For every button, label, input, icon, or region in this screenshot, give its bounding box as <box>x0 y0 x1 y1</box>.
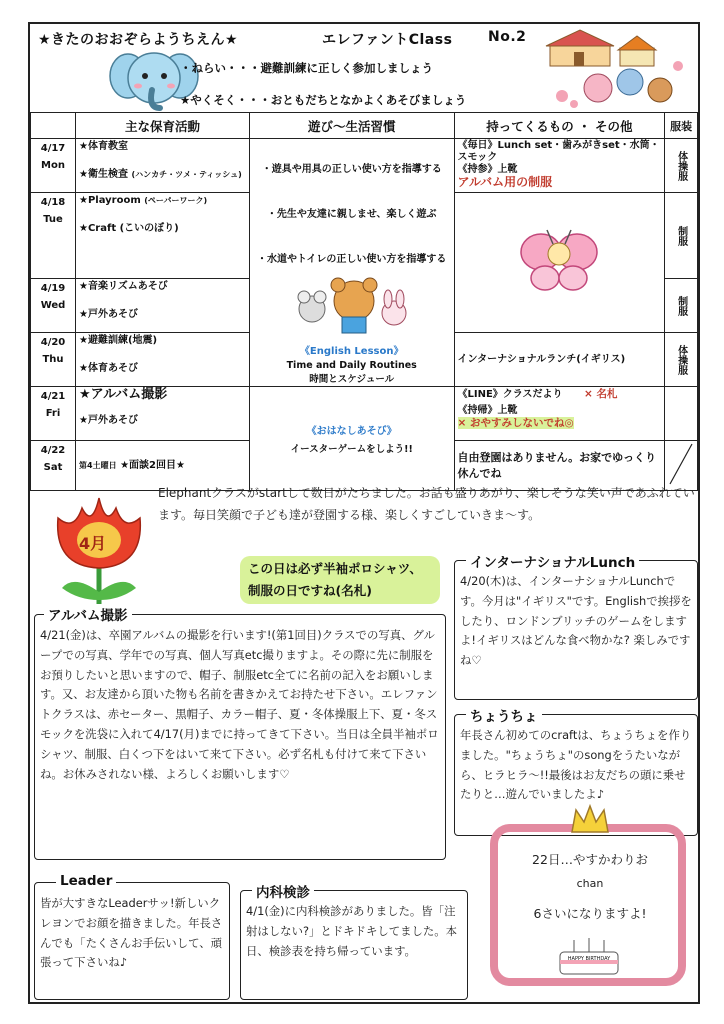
leader-title: Leader <box>56 873 116 889</box>
cake-text: HAPPY BIRTHDAY <box>567 956 611 962</box>
birthday-line3: 6さいになりますよ! <box>533 906 647 921</box>
english-lesson-line1: Time and Daily Routines <box>286 360 417 371</box>
callout-note: この日は必ず半袖ポロシャツ、制服の日ですね(名札) <box>240 556 440 604</box>
school-animals-illustration <box>538 26 688 110</box>
story-cell <box>249 387 454 491</box>
habits-cell <box>249 139 454 387</box>
col-header-habits: 遊び～生活習慣 <box>249 113 454 139</box>
day-cell-fri: 4/21 Fri <box>31 387 76 441</box>
activity-cell-mon: ★体育教室 ★衛生検査 (ハンカチ・ツメ・ティッシュ) <box>76 139 250 193</box>
international-title: インターナショナルLunch <box>466 551 639 571</box>
medical-title: 内科検診 <box>252 881 314 901</box>
wear-cell-wed: 制服 <box>665 279 698 333</box>
schedule-table <box>30 112 698 491</box>
intro-text: Elephantクラスがstartして数日がたちました。お話も盛りあがり、楽しそうな笑い声であふれています。毎日笑顔で子ども達が登園する様、楽しくすごしていきま〜す。 <box>158 486 695 522</box>
col-header-wear: 服装 <box>665 113 698 139</box>
butterfly-body: 年長さん初めてのcraftは、ちょうちょを作りました。"ちょうちょ"のsongをうたいながら、ヒラヒラ〜!!最後はお友だちの頭に乗せたりと…遊んでいましたよ♪ <box>460 728 692 802</box>
english-lesson-line2: 時間とスケジュール <box>309 374 395 385</box>
issue-number: No.2 <box>488 29 527 45</box>
wear-cell-fri <box>665 387 698 441</box>
newsletter-page <box>28 22 700 1004</box>
crown-icon <box>570 804 610 834</box>
bring-cell-thu: インターナショナルランチ(イギリス) <box>454 333 665 387</box>
day-cell-sat: 4/22 Sat <box>31 441 76 491</box>
medical-body: 4/1(金)に内科検診がありました。皆「注射はしない?」とドキドキしてました。本日、検診表を持ち帰っています。 <box>246 904 458 958</box>
animals-illustration <box>282 273 422 337</box>
col-header-activities: 主な保育活動 <box>76 113 250 139</box>
habit-line: ・水道やトイレの正しい使い方を指導する <box>257 254 447 265</box>
promise-line: ★やくそく・・・おともだちとなかよくあそびましょう <box>180 93 467 107</box>
day-cell-thu: 4/20 Thu <box>31 333 76 387</box>
col-header-bring: 持ってくるもの ・ その他 <box>454 113 665 139</box>
activity-cell-fri: ★アルバム撮影 ★戸外あそび <box>76 387 250 441</box>
activity-cell-wed: ★音楽リズムあそび ★戸外あそび <box>76 279 250 333</box>
wear-cell-mon: 体操服 <box>665 139 698 193</box>
bring-cell-mon: 《毎日》Lunch set・歯みがきset・水筒・スモック 《持参》上靴 アルバム用の制服 <box>454 139 665 193</box>
bring-cell-fri: 《LINE》クラスだより × 名札 《持帰》上靴 × おやすみしないでね◎ <box>454 387 665 441</box>
month-label: 4月 <box>79 534 107 553</box>
album-body: 4/21(金)は、卒園アルバムの撮影を行います!(第1回目)クラスでの写真、グループでの写真、学年での写真、個人写真etc撮りますよ。その際に先に制服をお預りしたいと思いますので、帽子、制服etc全てに名前の記入をお願いします。又、お友達から頂いた物も名前を書きかえてお持たせ下さい。エレファントクラスは、赤セーター、黒帽子、カラー帽子、夏・冬体操服上下、夏・冬スモックを洗袋に入れて4/17(月)までに持ってきて下さい。当日は全員半袖ポロシャツ、制服、白くつ下をはいて来て下さい。必ず名札も付けて来て下さいね。お休みされない様、よろしくお願いします♡ <box>40 628 439 781</box>
wear-cell-tue: 制服 <box>665 193 698 279</box>
class-name: エレファントClass <box>322 32 453 48</box>
activity-cell-tue: ★Playroom (ペーパーワーク) ★Craft (こいのぼり) <box>76 193 250 279</box>
birthday-line1: 22日…やすかわりお <box>532 852 648 867</box>
day-cell-wed: 4/19 Wed <box>31 279 76 333</box>
bring-cell-sat: 自由登園はありません。お家でゆっくり休んでね <box>454 441 665 491</box>
story-line: イースターゲームをしよう!! <box>290 444 413 455</box>
day-cell-tue: 4/18 Tue <box>31 193 76 279</box>
school-name: ★きたのおおぞらようちえん★ <box>38 32 239 48</box>
birthday-line2: chan <box>576 877 604 890</box>
habit-line: ・先生や友達に親しませ、楽しく遊ぶ <box>266 209 437 220</box>
activity-cell-thu: ★避難訓練(地震) ★体育あそび <box>76 333 250 387</box>
butterfly-illustration <box>519 226 599 296</box>
aim-line: ・ねらい・・・避難訓練に正しく参加しましょう <box>180 61 433 75</box>
habit-line: ・遊具や用具の正しい使い方を指導する <box>261 164 442 175</box>
bring-cell-tue-wed <box>454 193 665 333</box>
butterfly-title: ちょうちょ <box>466 705 542 725</box>
story-title: 《おはなしあそび》 <box>306 426 397 437</box>
day-cell-mon: 4/17 Mon <box>31 139 76 193</box>
international-body: 4/20(木)は、インターナショナルLunchです。今月は"イギリス"です。Englishで挨拶をしたり、ロンドンブリッチのゲームをしますよ!イギリスはどんな食べ物かな? 楽しみですね♡ <box>460 574 692 668</box>
english-lesson-title: 《English Lesson》 <box>299 346 404 357</box>
album-title: アルバム撮影 <box>44 604 132 624</box>
activity-cell-sat: 第4土曜日 ★面談2回目★ <box>76 441 250 491</box>
wear-cell-thu: 体操服 <box>665 333 698 387</box>
leader-body: 皆が大すきなLeaderサッ!新しいクレヨンでお顔を描きました。年長さんでも「たくさんお手伝いして、頑張って下さいね♪ <box>40 896 223 970</box>
